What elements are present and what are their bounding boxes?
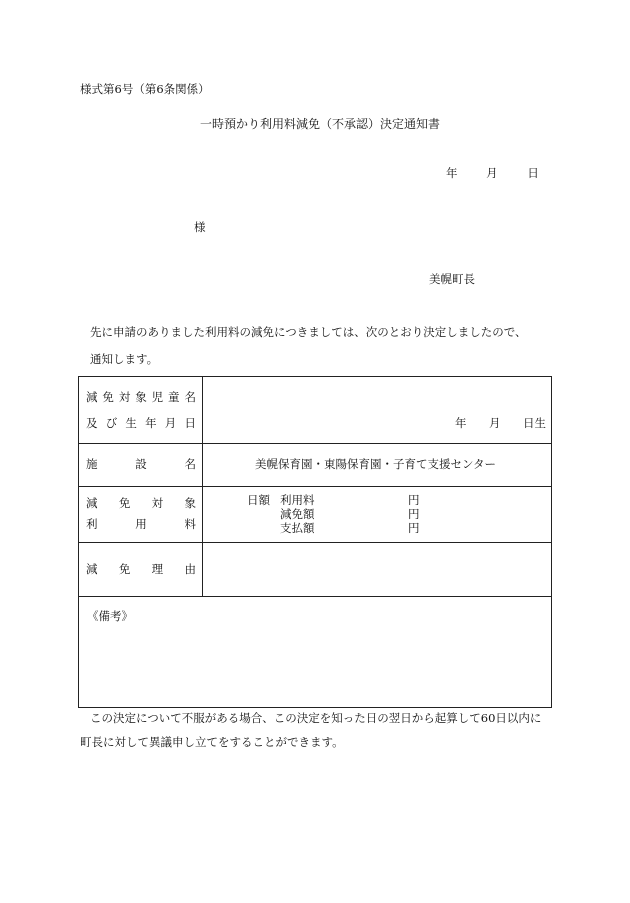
document-title: 一時預かり利用料減免（不承認）決定通知書 bbox=[200, 117, 441, 131]
row-remarks bbox=[79, 597, 551, 708]
birth-day: 日生 bbox=[523, 416, 546, 430]
facility-value: 美幌保育園・東陽保育園・子育て支援センター bbox=[255, 457, 497, 471]
issuer-name: 美幌町長 bbox=[429, 272, 475, 286]
decision-table bbox=[78, 376, 552, 708]
payment-yen: 円 bbox=[408, 521, 420, 535]
reason-label-cell bbox=[79, 543, 203, 596]
fee-label-line-2: 利 用 料 bbox=[86, 517, 196, 531]
intro-line-2: 通知します。 bbox=[90, 352, 159, 366]
issue-date bbox=[446, 168, 539, 180]
remarks-label: 《備考》 bbox=[87, 609, 133, 623]
usage-fee-yen: 円 bbox=[408, 493, 420, 507]
intro-line-1: 先に申請のありました利用料の減免につきましては、次のとおり決定しましたので、 bbox=[90, 325, 527, 339]
addressee-suffix: 様 bbox=[194, 220, 206, 234]
row-reason bbox=[79, 543, 551, 597]
child-label-line-1: 減 免 対 象 児 童 名 bbox=[86, 390, 196, 404]
date-month: 月 bbox=[486, 166, 498, 180]
date-year: 年 bbox=[446, 166, 458, 180]
date-day: 日 bbox=[527, 166, 539, 180]
closing-line-2: 町長に対して異議申し立てをすることができます。 bbox=[80, 735, 344, 749]
form-number: 様式第6号（第6条関係） bbox=[80, 82, 210, 96]
daily-amount-label: 日額 bbox=[247, 493, 270, 507]
fee-label-line-1: 減 免 対 象 bbox=[86, 496, 196, 510]
closing-line-1: この決定について不服がある場合、この決定を知った日の翌日から起算して60日以内に bbox=[90, 711, 542, 725]
usage-fee-label: 利用料 bbox=[280, 493, 315, 507]
reason-label: 減 免 理 由 bbox=[86, 562, 196, 576]
facility-label-cell bbox=[79, 444, 203, 486]
row-facility bbox=[79, 444, 551, 487]
birth-month: 月 bbox=[489, 416, 501, 430]
birth-year: 年 bbox=[455, 416, 467, 430]
reduction-yen: 円 bbox=[408, 507, 420, 521]
child-label-cell bbox=[79, 377, 203, 443]
child-label-line-2: 及 び 生 年 月 日 bbox=[86, 416, 196, 430]
fee-label-cell bbox=[79, 487, 203, 542]
payment-label: 支払額 bbox=[280, 521, 315, 535]
row-fee bbox=[79, 487, 551, 543]
facility-label: 施 設 名 bbox=[86, 457, 196, 471]
reduction-label: 減免額 bbox=[280, 507, 315, 521]
row-child bbox=[79, 377, 551, 444]
